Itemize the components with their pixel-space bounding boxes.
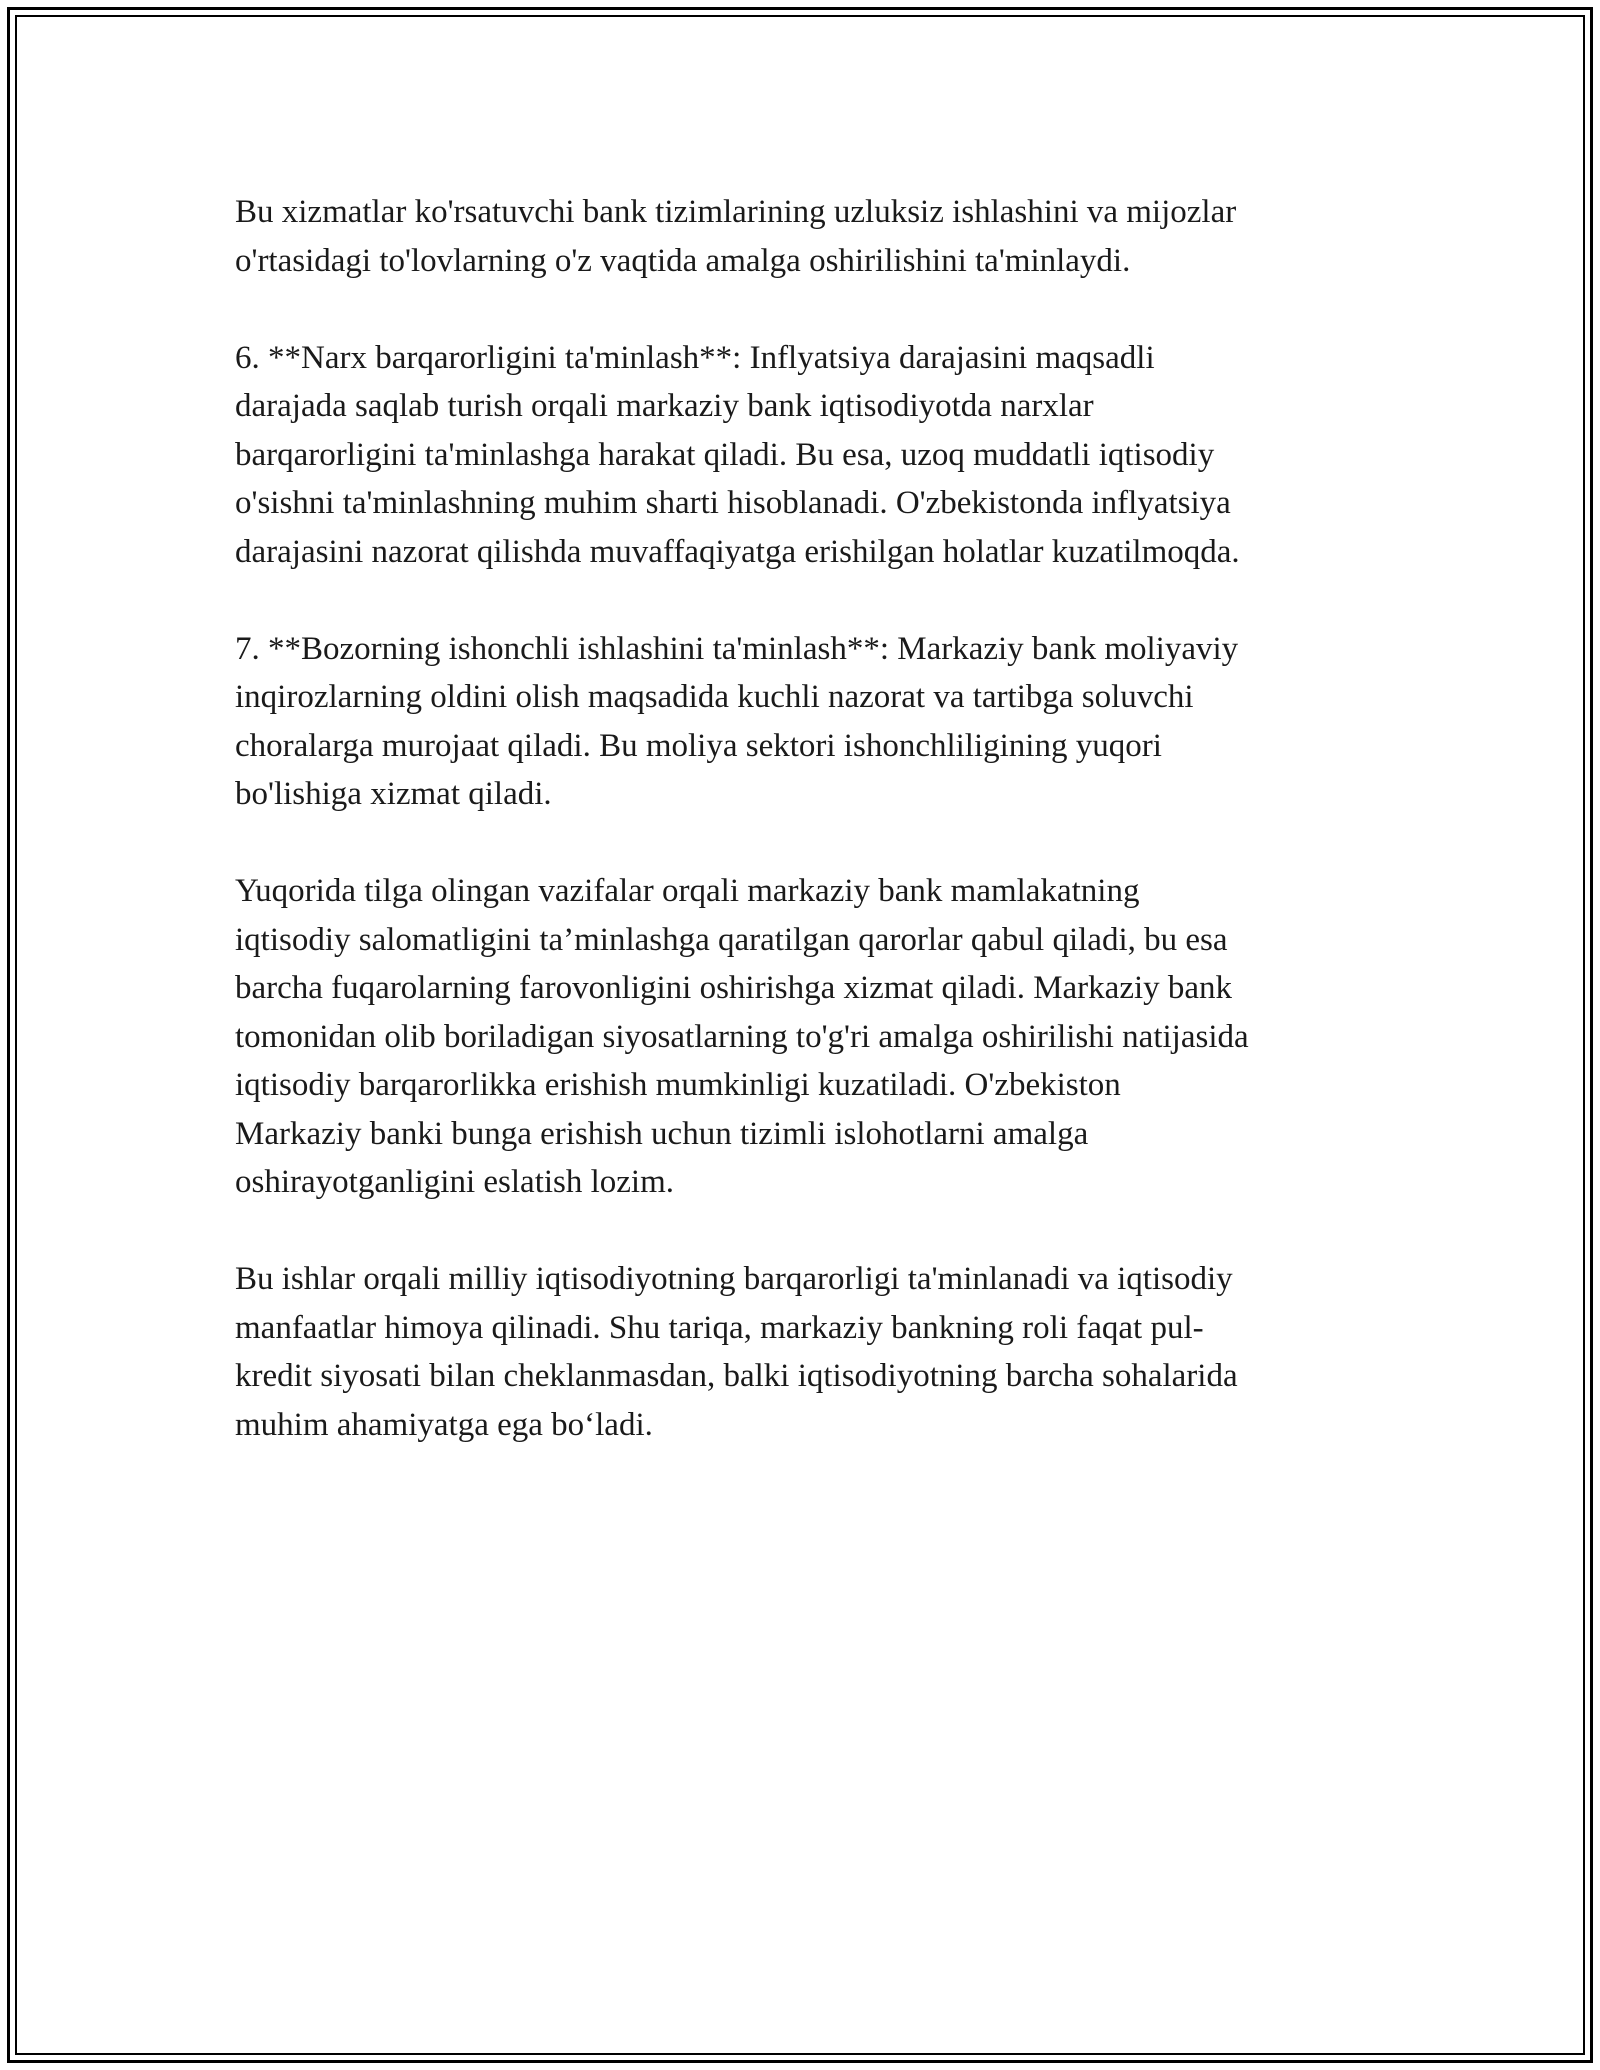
paragraph-market-reliability: 7. **Bozorning ishonchli ishlashini ta'minlash**: Markaziy bank moliyaviy inqirozlarning oldini olish maqsadida kuchli nazorat va tartibga soluvchi choralarga murojaat qiladi. Bu moliya sektori ishonchliligining yuqori bo'lishiga xizmat qiladi. — [235, 630, 1239, 812]
paragraph-payment-systems: Bu xizmatlar ko'rsatuvchi bank tizimlarining uzluksiz ishlashini va mijozlar o'rtasidagi to'lovlarning o'z vaqtida amalga oshirilishini ta'minlaydi. — [235, 194, 1237, 279]
document-body — [235, 188, 1365, 1498]
paragraph-price-stability: 6. **Narx barqarorligini ta'minlash**: Inflyatsiya darajasini maqsadli darajada saqlab turish orqali markaziy bank iqtisodiyotda narxlar barqarorligini ta'minlashga harakat qiladi. Bu esa, uzoq muddatli iqtisodiy o'sishni ta'minlashning muhim sharti hisoblanadi. O'zbekistonda inflyatsiya darajasini nazorat qilishda muvaffaqiyatga erishilgan holatlar kuzatilmoqda. — [235, 339, 1240, 570]
paragraph-summary: Yuqorida tilga olingan vazifalar orqali markaziy bank mamlakatning iqtisodiy salomatligini ta’minlashga qaratilgan qarorlar qabul qiladi, bu esa barcha fuqarolarning farovonligini oshirishga xizmat qiladi. Markaziy bank tomonidan olib boriladigan siyosatlarning to'g'ri amalga oshirilishi natijasida iqtisodiy barqarorlikka erishish mumkinligi kuzatiladi. O'zbekiston Markaziy banki bunga erishish uchun tizimli islohotlarni amalga oshirayotganligini eslatish lozim. — [235, 873, 1249, 1200]
paragraph-conclusion: Bu ishlar orqali milliy iqtisodiyotning barqarorligi ta'minlanadi va iqtisodiy manfaatlar himoya qilinadi. Shu tariqa, markaziy bankning roli faqat pul- kredit siyosati bilan cheklanmasdan, balki iqtisodiyotning barcha sohalarida muhim ahamiyatga ega bo‘ladi. — [235, 1261, 1238, 1443]
